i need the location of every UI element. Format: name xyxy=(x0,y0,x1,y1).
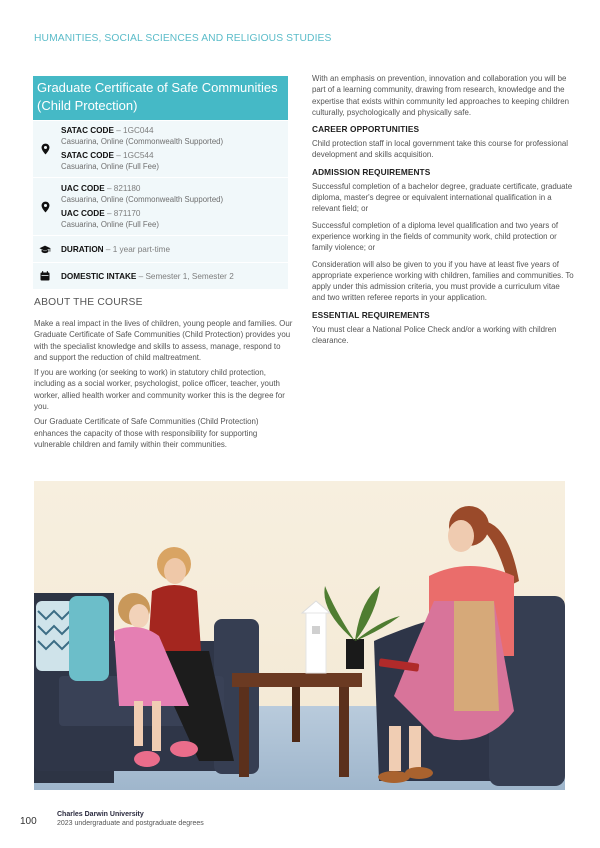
about-paragraph: If you are working (or seeking to work) in statutory child protection, including as a social worker, psychologist, police officer, teacher, youth worker, allied health worker and community worker this is the degree for you. xyxy=(34,368,285,412)
photo-illustration xyxy=(34,481,565,790)
duration-value: – 1 year part-time xyxy=(103,245,171,254)
footer-university: Charles Darwin University xyxy=(57,811,144,818)
about-body xyxy=(34,318,294,454)
satac-code-1: SATAC CODE – 1GC044 xyxy=(61,126,154,135)
footer-subtitle: 2023 undergraduate and postgraduate degrees xyxy=(57,820,204,827)
page-number: 100 xyxy=(20,816,37,827)
intro-paragraph: With an emphasis on prevention, innovation and collaboration you will be part of a learning community, drawing from research, knowledge and the expertise that exists within community led approaches to keeping children culturally, psychologically and physically safe. xyxy=(312,74,570,117)
admission-paragraph: Successful completion of a bachelor degree, graduate certificate, graduate diploma, master's degree or equivalent international qualification in a relevant field; or xyxy=(312,181,573,214)
graduation-cap-icon xyxy=(39,245,51,254)
calendar-icon xyxy=(40,271,50,281)
satac-codes-row xyxy=(33,121,288,178)
duration-row xyxy=(33,236,288,263)
career-heading: CAREER OPPORTUNITIES xyxy=(312,124,420,135)
course-info-box xyxy=(33,76,288,290)
location-pin-icon xyxy=(41,201,50,213)
uac-codes-row xyxy=(33,178,288,236)
course-title-line2: (Child Protection) xyxy=(37,98,138,113)
career-text: Child protection staff in local government take this course for professional development and skills acquisition. xyxy=(312,139,568,160)
satac-code-2: SATAC CODE – 1GC544 xyxy=(61,151,154,160)
counselling-photo xyxy=(34,481,565,790)
admission-paragraph: Consideration will also be given to you if you have at least five years of appropriate experience working with children, families and communities. To apply under this admission criteria, you must provide a curriculum vitae and two written referee reports in your application. xyxy=(312,259,574,303)
location-pin-icon xyxy=(41,143,50,155)
essential-heading: ESSENTIAL REQUIREMENTS xyxy=(312,309,430,320)
essential-text: You must clear a National Police Check and/or a working with children clearance. xyxy=(312,324,557,346)
course-title xyxy=(33,76,288,121)
course-title-line1: Graduate Certificate of Safe Communities xyxy=(37,80,278,95)
right-column xyxy=(312,73,574,351)
intake-value: – Semester 1, Semester 2 xyxy=(136,272,234,281)
admission-paragraph: Successful completion of a diploma level qualification and two years of experience working in the fields of community work, child protection or family violence; or xyxy=(312,220,559,253)
about-paragraph: Make a real impact in the lives of children, young people and families. Our Graduate Certificate of Safe Communities (Child Protection) provides you with the specialist knowledge and skills to assess, manage, respond to and support the reduction of child maltreatment. xyxy=(34,319,293,362)
footer xyxy=(57,810,204,828)
satac-location-1: Casuarina, Online (Commonwealth Supported) xyxy=(61,137,224,146)
uac-code-1: UAC CODE – 821180 xyxy=(61,183,141,193)
uac-code-2: UAC CODE – 871170 xyxy=(61,208,141,218)
about-heading: ABOUT THE COURSE xyxy=(34,297,143,308)
intake-label: DOMESTIC INTAKE xyxy=(61,272,137,281)
uac-location-1: Casuarina, Online (Commonwealth Supported) xyxy=(61,194,224,204)
intake-row xyxy=(33,263,288,290)
uac-location-2: Casuarina, Online (Full Fee) xyxy=(61,219,159,229)
satac-location-2: Casuarina, Online (Full Fee) xyxy=(61,162,159,171)
about-paragraph: Our Graduate Certificate of Safe Communities (Child Protection) enhances the capacity of those with responsibility for supporting vulnerable children and family within their communities. xyxy=(34,417,259,449)
section-header: HUMANITIES, SOCIAL SCIENCES AND RELIGIOUS STUDIES xyxy=(34,33,332,44)
admission-heading: ADMISSION REQUIREMENTS xyxy=(312,166,431,177)
duration-label: DURATION xyxy=(61,245,104,254)
